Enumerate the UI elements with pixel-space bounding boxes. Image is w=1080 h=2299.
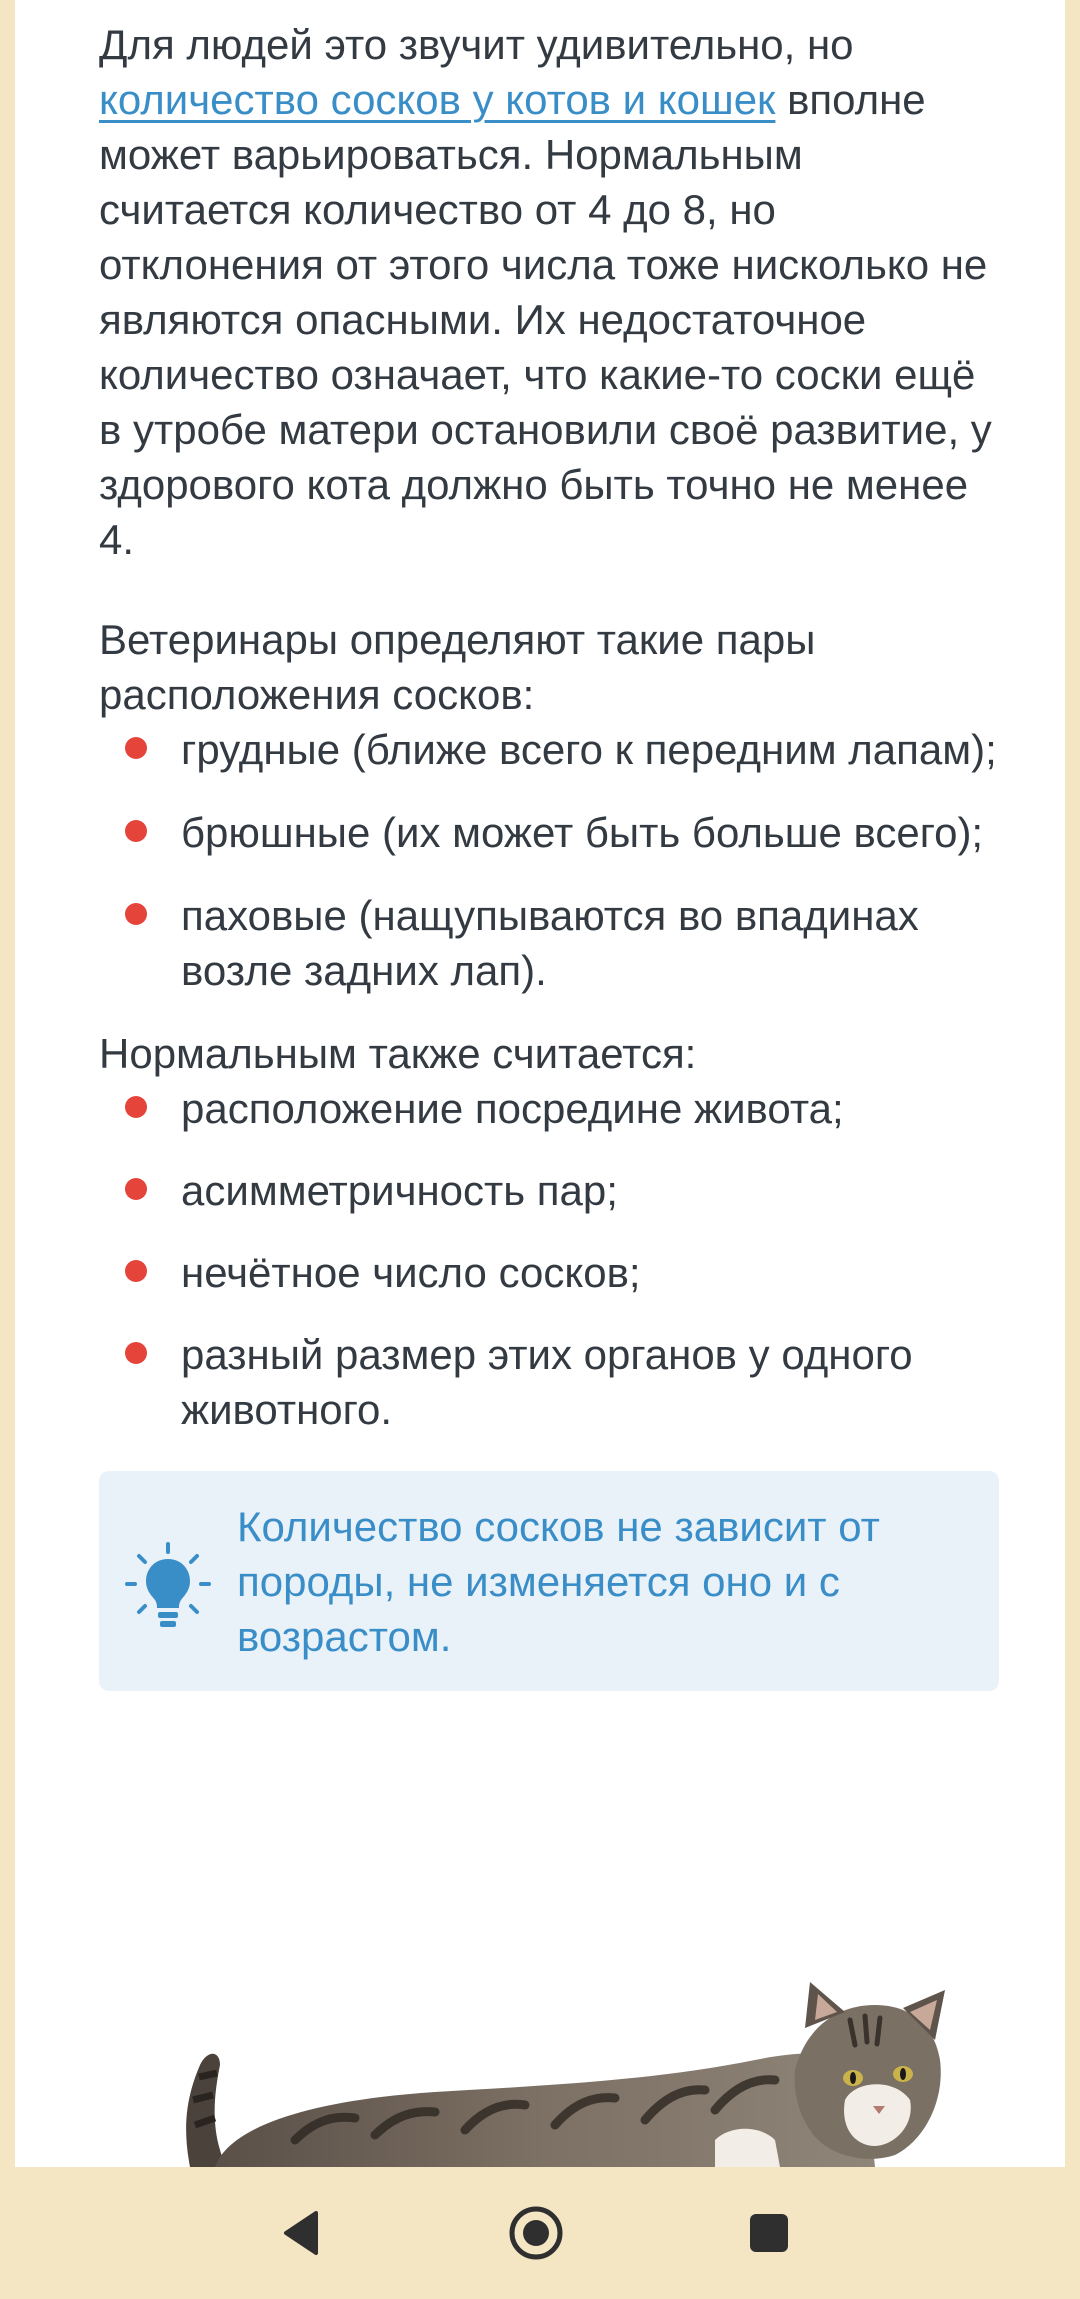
vets-paragraph: Ветеринары определяют такие пары расположения сосков: [99, 616, 816, 718]
list-item-text: нечётное число сосков; [181, 1249, 641, 1296]
list-item-text: расположение посредине живота; [181, 1085, 844, 1132]
nav-back-button[interactable] [266, 2197, 338, 2269]
list-item [99, 805, 999, 860]
article-body [99, 0, 999, 1691]
list-item [99, 1327, 999, 1437]
list-item [99, 888, 999, 998]
back-triangle-icon [272, 2203, 332, 2263]
article-content [15, 0, 1065, 2167]
list-item [99, 1163, 999, 1218]
bullet-dot [125, 737, 147, 759]
bullet-dot [125, 1096, 147, 1118]
system-navigation-bar [0, 2167, 1080, 2299]
nipple-pairs-list [99, 722, 999, 998]
cat-illustration [15, 1950, 1065, 2167]
intro-text-after: вполне может варьироваться. Нормальным считается количество от 4 до 8, но отклонения от этого числа тоже нисколько не являются опасными. Их недостаточное количество означает, что какие-то соски ещё в утробе матери остановили своё развитие, у здорового кота должно быть точно не менее 4. [99, 76, 992, 563]
home-circle-icon [504, 2201, 568, 2265]
nav-home-button[interactable] [500, 2197, 572, 2269]
intro-text-before: Для людей это звучит удивительно, но [99, 21, 854, 68]
list-item-text: брюшные (их может быть больше всего); [181, 809, 984, 856]
lightbulb-icon [125, 1542, 211, 1632]
recents-square-icon [741, 2205, 797, 2261]
normal-paragraph: Нормальным также считается: [99, 1030, 697, 1077]
list-item [99, 722, 999, 777]
list-item [99, 1081, 999, 1136]
bullet-dot [125, 903, 147, 925]
bullet-dot [125, 1260, 147, 1282]
list-item-text: асимметричность пар; [181, 1167, 618, 1214]
list-item-text: грудные (ближе всего к передним лапам); [181, 726, 997, 773]
list-item-text: паховые (нащупываются во впадинах возле задних лап). [181, 892, 919, 994]
normal-variations-list [99, 1081, 999, 1437]
list-item [99, 1245, 999, 1300]
intro-paragraph [99, 17, 999, 567]
tip-box [99, 1471, 999, 1691]
tip-text: Количество сосков не зависит от породы, не изменяется оно и с возрастом. [237, 1503, 880, 1660]
bullet-dot [125, 1342, 147, 1364]
bullet-dot [125, 1178, 147, 1200]
list-item-text: разный размер этих органов у одного животного. [181, 1331, 913, 1433]
cat-photo [15, 1950, 1065, 2167]
bullet-dot [125, 820, 147, 842]
nav-recents-button[interactable] [733, 2197, 805, 2269]
nipples-count-link[interactable]: количество сосков у котов и кошек [99, 76, 776, 123]
